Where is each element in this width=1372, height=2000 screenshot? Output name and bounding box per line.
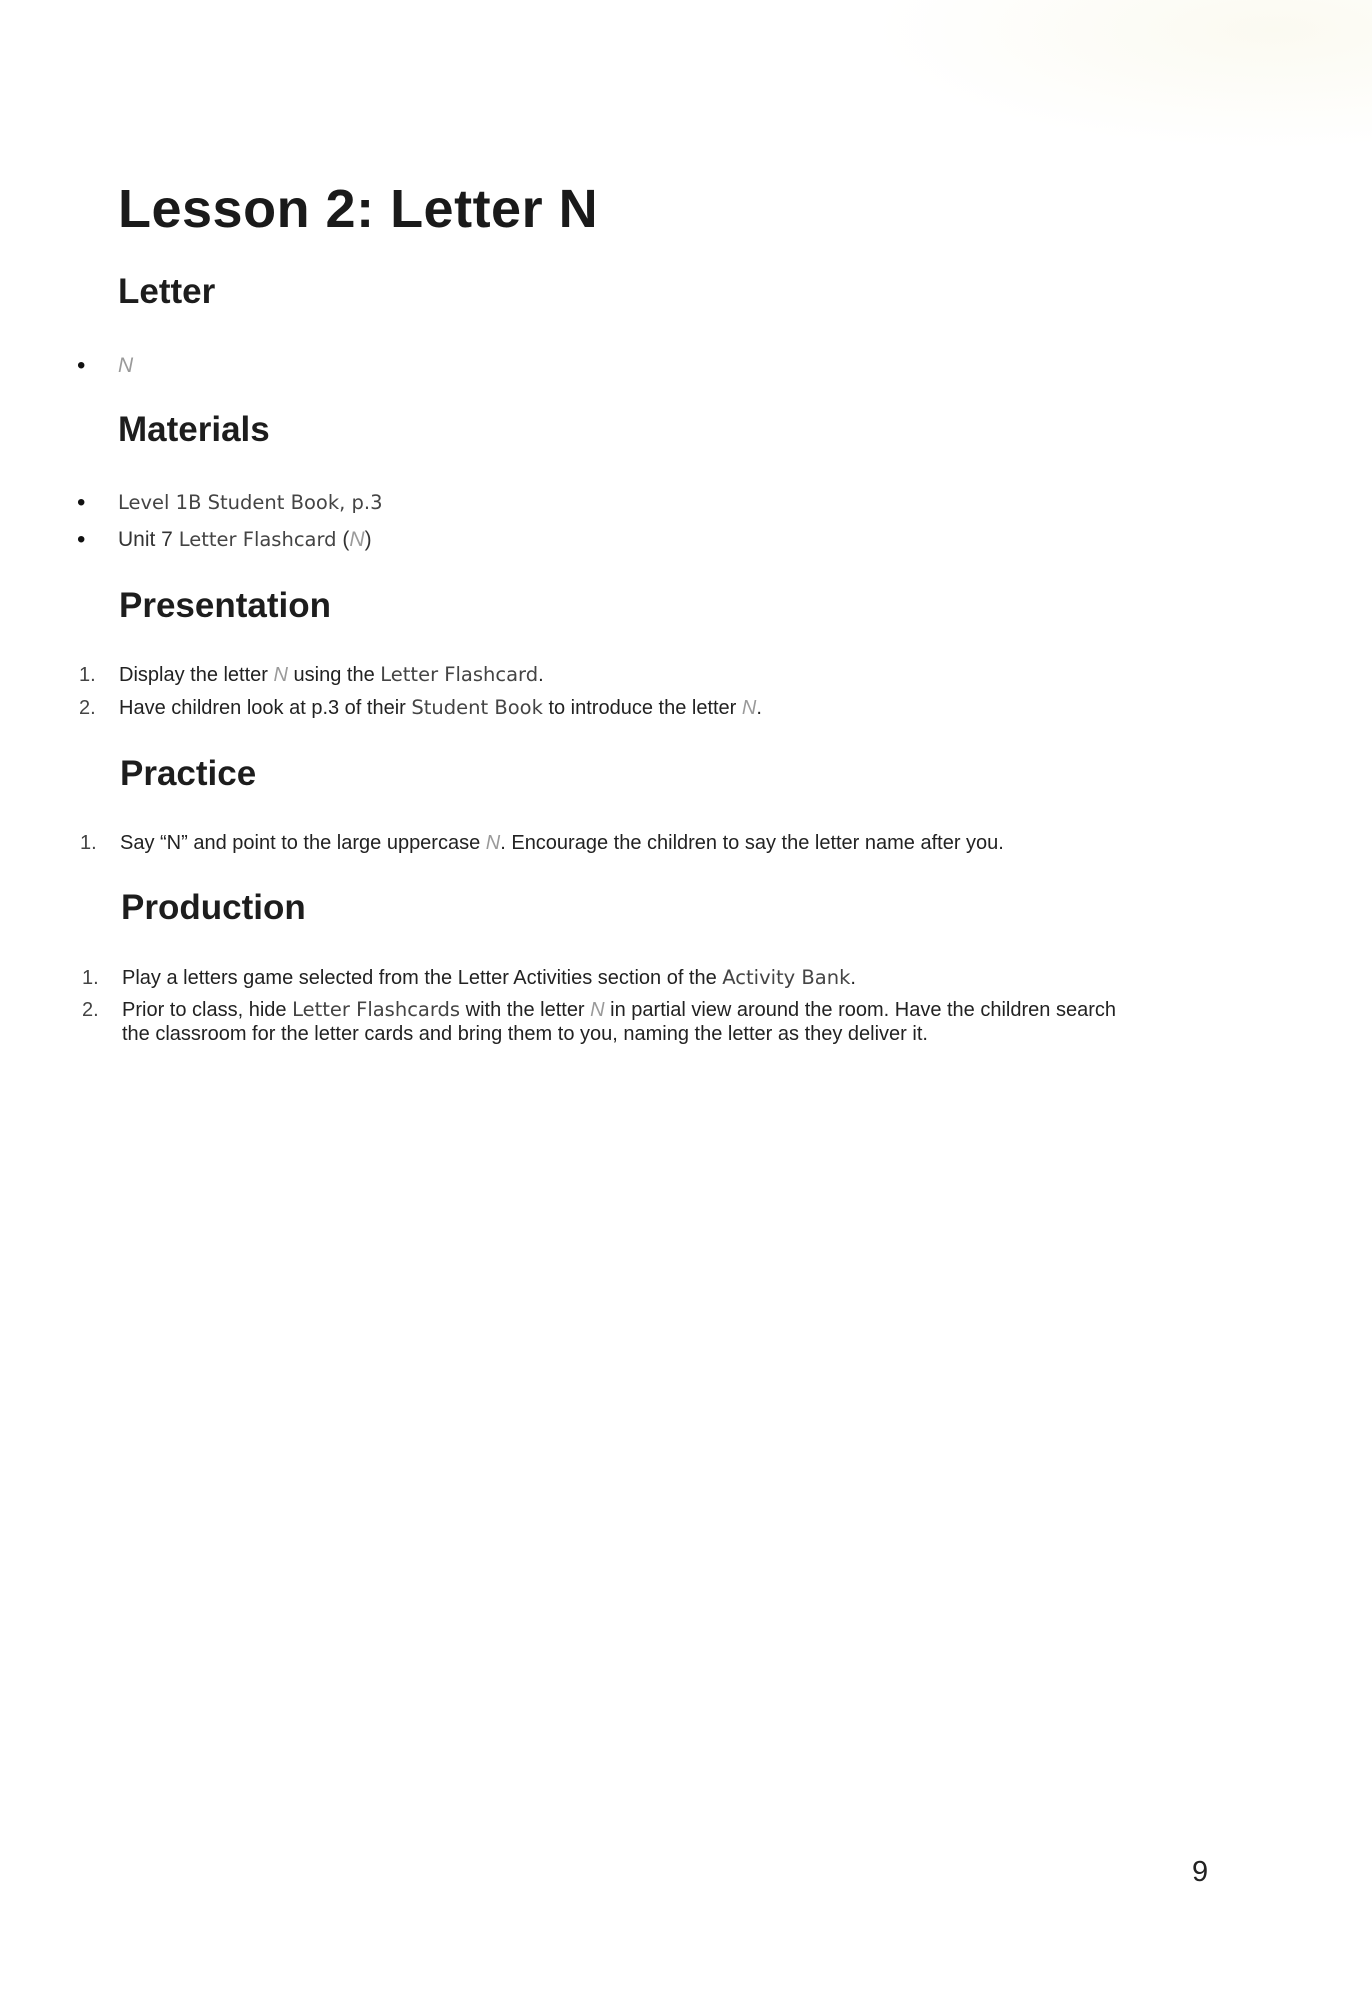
letter-list xyxy=(118,352,133,389)
heading-letter: Letter xyxy=(118,272,216,311)
list-item: • Unit 7 Letter Flashcard (N) xyxy=(118,526,383,563)
list-item: 1. Display the letter N using the Letter Flashcard. xyxy=(79,663,544,686)
list-item: 1. Say “N” and point to the large uppercase N. Encourage the children to say the letter name after you. xyxy=(80,832,1004,854)
production-steps xyxy=(82,965,1116,1053)
list-item: 2. Have children look at p.3 of their Student Book to introduce the letter N. xyxy=(79,696,762,719)
heading-production: Production xyxy=(121,888,306,927)
practice-steps xyxy=(80,830,1004,863)
list-item: 1. Play a letters game selected from the Letter Activities section of the Activity Bank. xyxy=(82,966,856,989)
heading-presentation: Presentation xyxy=(119,586,331,625)
lesson-title: Lesson 2: Letter N xyxy=(118,179,599,239)
materials-list xyxy=(118,489,383,563)
page-number: 9 xyxy=(1192,1856,1209,1888)
heading-materials: Materials xyxy=(118,410,270,449)
scan-smudge xyxy=(872,0,1372,150)
list-item: • N xyxy=(118,352,133,389)
heading-practice: Practice xyxy=(120,754,257,793)
list-item: 2. Prior to class, hide Letter Flashcards with the letter N in partial view around the room. Have the children search the classroom for the letter cards and bring them to you, naming the letter as they deliver it. xyxy=(82,998,1116,1045)
list-item: • Level 1B Student Book, p.3 xyxy=(118,489,383,526)
presentation-steps xyxy=(79,662,762,728)
